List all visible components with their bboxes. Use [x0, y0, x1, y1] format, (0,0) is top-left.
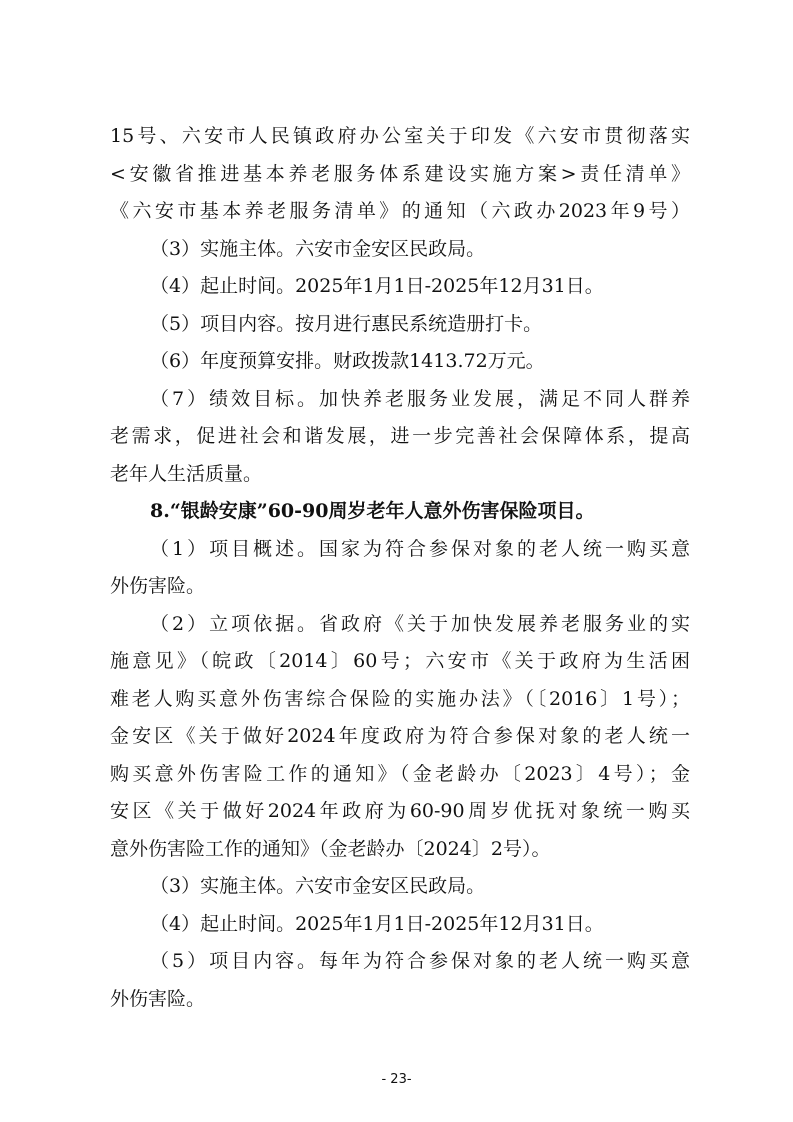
- text-line: 安区《关于做好2024年政府为60-90周岁优抚对象统一购买: [110, 800, 690, 822]
- text-line: 难老人购买意外伤害综合保险的实施办法》（〔2016〕1号）；: [110, 687, 690, 710]
- text-line: 意外伤害险工作的通知》（金老龄办〔2024〕2号）。: [110, 837, 551, 860]
- text-line: 老需求，促进社会和谐发展，进一步完善社会保障体系，提高: [110, 425, 690, 447]
- text-line: （6）年度预算安排。财政拨款1413.72万元。: [150, 350, 545, 372]
- text-line: （1）项目概述。国家为符合参保对象的老人统一购买意: [150, 537, 690, 560]
- text-line: （4）起止时间。2025年1月1日-2025年12月31日。: [150, 275, 604, 297]
- text-line: （4）起止时间。2025年1月1日-2025年12月31日。: [150, 912, 604, 935]
- text-line: （5）项目内容。每年为符合参保对象的老人统一购买意: [150, 950, 690, 972]
- document-body: [110, 118, 690, 1018]
- text-line: 施意见》（皖政〔2014〕60号；六安市《关于政府为生活困: [110, 650, 690, 672]
- page-number: - 23-: [381, 1072, 412, 1087]
- text-line: （5）项目内容。按月进行惠民系统造册打卡。: [150, 312, 543, 335]
- text-line: <安徽省推进基本养老服务体系建设实施方案>责任清单》: [110, 162, 690, 185]
- text-line: 老年人生活质量。: [110, 462, 263, 485]
- text-line: 《六安市基本养老服务清单》的通知（六政办2023年9号）: [110, 200, 690, 222]
- text-line: 外伤害险。: [110, 575, 206, 597]
- text-line: （2）立项依据。省政府《关于加快发展养老服务业的实: [150, 612, 690, 635]
- text-line: （3）实施主体。六安市金安区民政局。: [150, 875, 486, 897]
- text-line: 购买意外伤害险工作的通知》（金老龄办〔2023〕4号）；金: [110, 762, 690, 785]
- text-line: （3）实施主体。六安市金安区民政局。: [150, 237, 486, 260]
- text-line: 金安区《关于做好2024年度政府为符合参保对象的老人统一: [110, 725, 690, 747]
- text-line: 15号、六安市人民镇政府办公室关于印发《六安市贯彻落实: [110, 125, 690, 147]
- text-line: （7）绩效目标。加快养老服务业发展，满足不同人群养: [150, 387, 690, 410]
- text-line: 外伤害险。: [110, 987, 206, 1010]
- section-heading: 8.“银龄安康”60-90周岁老年人意外伤害保险项目。: [150, 500, 595, 522]
